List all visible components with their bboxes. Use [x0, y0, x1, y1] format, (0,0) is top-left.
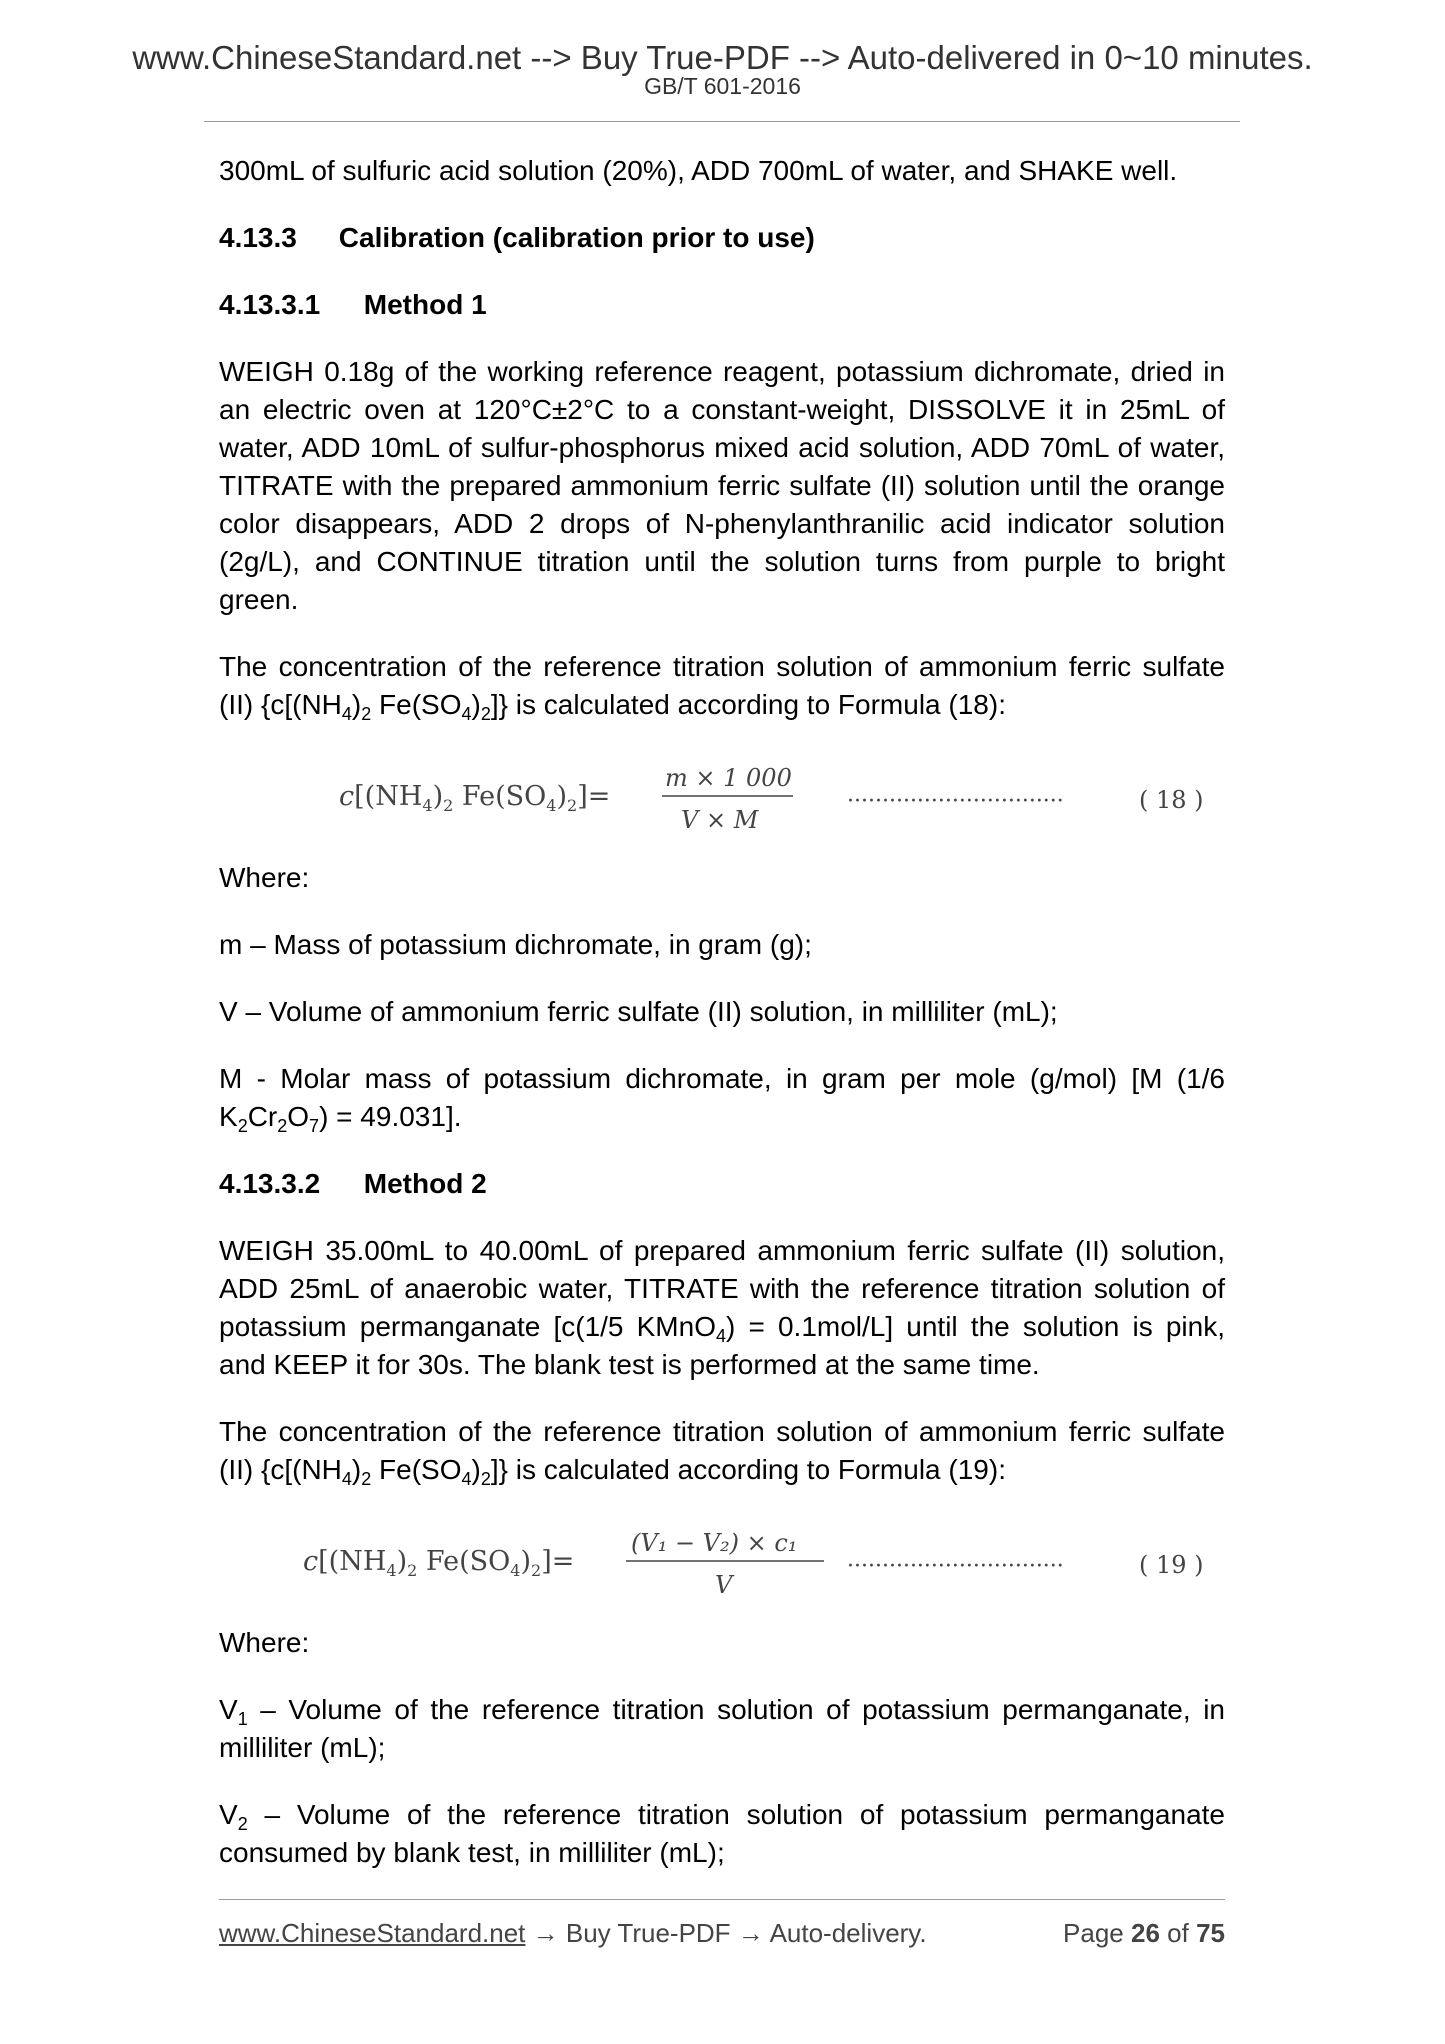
- footer-divider: [219, 1899, 1225, 1900]
- section-title: Calibration (calibration prior to use): [338, 222, 815, 253]
- site-banner[interactable]: www.ChineseStandard.net --> Buy True-PDF --> Auto-delivered in 0~10 minutes.: [132, 39, 1313, 76]
- definition-M: M - Molar mass of potassium dichromate, in gram per mole (g/mol) [M (1/6 $K_2Cr_2O_7) = 49.031$].: [219, 1063, 1225, 1136]
- formula-19: [219, 1518, 1225, 1602]
- standard-number: GB/T 601-2016: [644, 73, 801, 99]
- method2-heading: [219, 1165, 1225, 1203]
- where-label-2: Where:: [219, 1627, 310, 1658]
- where-label-1: Where:: [219, 862, 310, 893]
- concentration-paragraph-1: The concentration of the reference titration solution of ammonium ferric sulfate (II) {$c[(NH_4)_2$ $Fe(SO_4)_2$]} is calculated according to Formula (18):: [219, 651, 1225, 724]
- formula-18-denominator: V × M: [681, 806, 759, 834]
- formula-19-denominator: V: [715, 1571, 733, 1599]
- formula-18-tag: ( 18 ): [1139, 786, 1204, 814]
- page-indicator: Page 26 of 75: [1063, 1918, 1225, 1948]
- method1-title: Method 1: [363, 289, 487, 320]
- method1-heading: [219, 286, 1225, 324]
- svg-text:c[(NH4)2 Fe(SO4)2]=: $c[(NH_4)_2$ $Fe(SO_4)_2]=$: [303, 1546, 575, 1580]
- definition-V2: $V_2$ – Volume of the reference titration solution of potassium permanganate consumed by blank test, in milliliter (mL);: [219, 1799, 1225, 1868]
- svg-text:c[(NH4)2 Fe(SO4)2]=: $c[(NH_4)_2$ $Fe(SO_4)_2]=$: [339, 781, 611, 815]
- section-heading: [219, 219, 1225, 257]
- formula-18-numerator: m × 1 000: [665, 764, 792, 792]
- page-footer: [219, 1916, 1225, 1950]
- definition-V1: $V_1$ – Volume of the reference titration solution of potassium permanganate, in milliliter (mL);: [219, 1694, 1225, 1763]
- formula-19-numerator: (V₁ − V₂) × c₁: [631, 1529, 798, 1557]
- method2-paragraph: WEIGH 35.00mL to 40.00mL of prepared ammonium ferric sulfate (II) solution, ADD 25mL of anaerobic water, TITRATE with the reference titration solution of potassium permanganate [c(1/5 KMnO$_4$) = 0.1mol/L] until the solution is pink, and KEEP it for 30s. The blank test is performed at the same time.: [219, 1235, 1225, 1380]
- method2-title: Method 2: [363, 1168, 487, 1199]
- section-number: 4.13.3: [219, 222, 297, 253]
- document-body: [219, 152, 1225, 1901]
- method1-number: 4.13.3.1: [219, 289, 321, 320]
- formula-19-tag: ( 19 ): [1139, 1551, 1204, 1579]
- definition-V: V – Volume of ammonium ferric sulfate (II) solution, in milliliter (mL);: [219, 996, 1058, 1027]
- method2-number: 4.13.3.2: [219, 1168, 321, 1199]
- svg-text:······························: ·······························: [847, 1554, 1064, 1579]
- svg-text:······························: ·······························: [847, 789, 1064, 814]
- intro-paragraph: 300mL of sulfuric acid solution (20%), ADD 700mL of water, and SHAKE well.: [219, 155, 1178, 186]
- formula-18: [219, 753, 1225, 837]
- method1-paragraph: WEIGH 0.18g of the working reference reagent, potassium dichromate, dried in an electric oven at 120°C±2°C to a constant-weight, DISSOLVE it in 25mL of water, ADD 10mL of sulfur-phosphorus mixed acid solution, ADD 70mL of water, TITRATE with the prepared ammonium ferric sulfate (II) solution until the orange color disappears, ADD 2 drops of N-phenylanthranilic acid indicator solution (2g/L), and CONTINUE titration until the solution turns from purple to bright green.: [219, 356, 1225, 615]
- footer-tagline: → Buy True-PDF → Auto-delivery.: [525, 1918, 927, 1948]
- footer-site-link[interactable]: www.ChineseStandard.net: [219, 1918, 526, 1948]
- concentration-paragraph-2: The concentration of the reference titration solution of ammonium ferric sulfate (II) {$c[(NH_4)_2$ $Fe(SO_4)_2$]} is calculated according to Formula (19):: [219, 1416, 1225, 1489]
- definition-m: m – Mass of potassium dichromate, in gram (g);: [219, 929, 812, 960]
- header-divider: [204, 121, 1240, 122]
